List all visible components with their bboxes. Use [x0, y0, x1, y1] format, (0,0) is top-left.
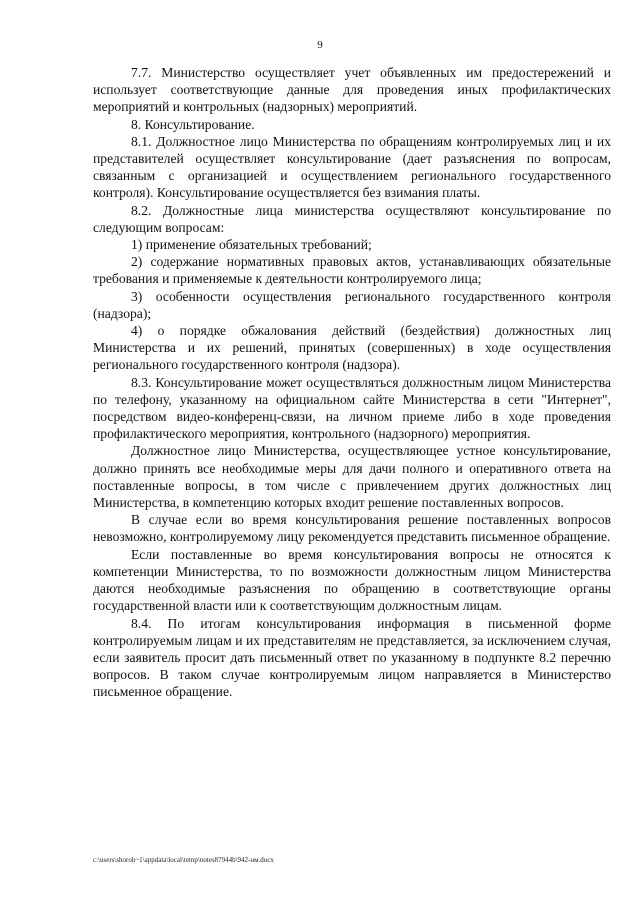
paragraph-7-7: 7.7. Министерство осуществляет учет объявленных им предостережений и использует соответствующие данные для проведения иных профилактических мероприятий и контрольных (надзорных) мероприятий. — [93, 65, 611, 115]
paragraph-oral-consulting: Должностное лицо Министерства, осуществляющее устное консультирование, должно принять все необходимые меры для дачи полного и оперативного ответа на поставленные вопросы, в том числе с привлечением других должностных лиц Министерства, в компетенцию которых входит решение поставленных вопросов. — [93, 443, 611, 511]
heading-consulting: 8. Консультирование. — [131, 116, 255, 132]
paragraph-8-3: 8.3. Консультирование может осуществляться должностным лицом Министерства по телефону, указанному на официальном сайте Министерства в сети "Интернет", посредством видео-конференц-связи, на личном приеме либо в ходе проведения профилактического мероприятия, контрольного (надзорного) мероприятия. — [93, 374, 611, 442]
paragraph-8-2: 8.2. Должностные лица министерства осуществляют консультирование по следующим вопросам: — [93, 202, 611, 235]
list-item-3: 3) особенности осуществления регионального государственного контроля (надзора); — [93, 288, 611, 321]
page-number: 9 — [317, 39, 323, 51]
footer-file-path: c:\users\shoroh~1\appdata\local\temp\notes87944b\942-нм.docx — [93, 856, 274, 864]
paragraph-8-4: 8.4. По итогам консультирования информация в письменной форме контролируемым лицам и их представителям не представляется, за исключением случая, если заявитель просит дать письменный ответ по указанному в подпункте 8.2 перечню вопросов. В таком случае контролируемым лицом направляется в Министерство письменное обращение. — [93, 615, 611, 700]
paragraph-written-request: В случае если во время консультирования решение поставленных вопросов невозможно, контролируемому лицу рекомендуется представить письменное обращение. — [93, 512, 611, 545]
document-body — [93, 64, 611, 701]
paragraph-outside-competence: Если поставленные во время консультирования вопросы не относятся к компетенции Министерства, то по возможности должностным лицом Министерства даются необходимые разъяснения по обращению в соответствующие органы государственной власти или к соответствующим должностным лицам. — [93, 546, 611, 614]
list-item-4: 4) о порядке обжалования действий (бездействия) должностных лиц Министерства и их решений, принятых (совершенных) в ходе осуществления регионального государственного контроля (надзора). — [93, 323, 611, 373]
list-item-2: 2) содержание нормативных правовых актов, устанавливающих обязательные требования и применяемые к деятельности контролируемого лица; — [93, 254, 611, 287]
paragraph-8-1: 8.1. Должностное лицо Министерства по обращениям контролируемых лиц и их представителей осуществляет консультирование (дает разъяснения по вопросам, связанным с организацией и осуществлением регионального государственного контроля). Консультирование осуществляется без взимания платы. — [93, 133, 611, 201]
list-item-1: 1) применение обязательных требований; — [131, 237, 372, 253]
